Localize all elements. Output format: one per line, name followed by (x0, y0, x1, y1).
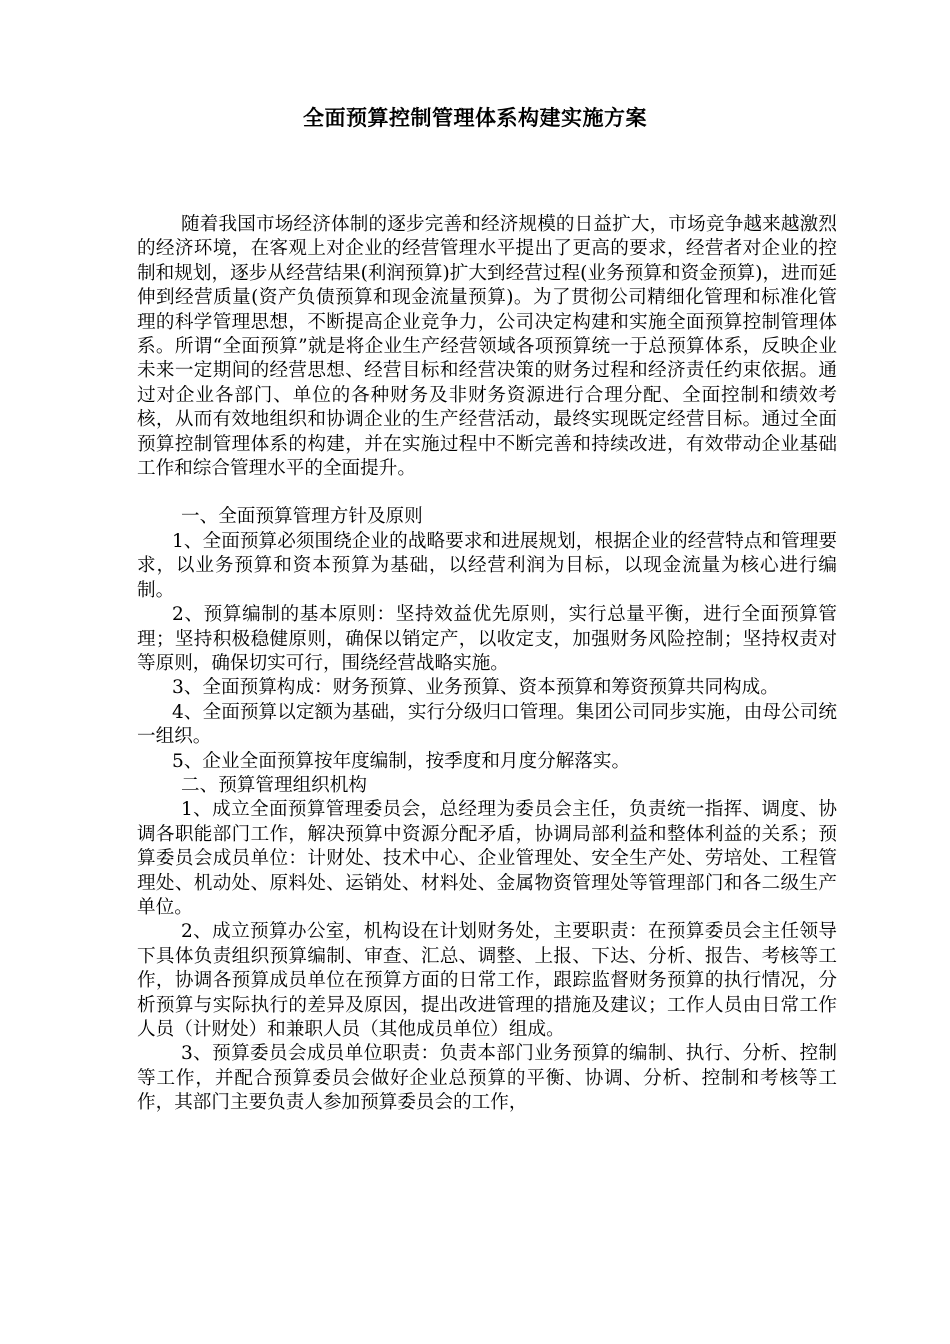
section-2-item-3: 3、预算委员会成员单位职责：负责本部门业务预算的编制、执行、分析、控制等工作，并配合预算委员会做好企业总预算的平衡、协调、分析、控制和考核等工作，其部门主要负责人参加预算委员会的工作， (137, 1043, 837, 1114)
section-1-item-4: 4、全面预算以定额为基础，实行分级归口管理。集团公司同步实施，由母公司统一组织。 (137, 701, 837, 748)
section-1-item-5: 5、企业全面预算按年度编制，按季度和月度分解落实。 (172, 750, 631, 772)
paragraph-spacer (137, 481, 837, 505)
document-body (137, 213, 837, 1116)
document-title: 全面预算控制管理体系构建实施方案 (303, 106, 647, 130)
section-heading-1: 一、全面预算管理方针及原则 (181, 506, 423, 528)
section-2-item-1: 1、成立全面预算管理委员会，总经理为委员会主任，负责统一指挥、调度、协调各职能部门工作，解决预算中资源分配矛盾，协调局部利益和整体利益的关系；预算委员会成员单位：计财处、技术中心、企业管理处、安全生产处、劳培处、工程管理处、机动处、原料处、运销处、材料处、金属物资管理处等管理部门和各二级生产单位。 (137, 799, 837, 918)
section-2-item-2: 2、成立预算办公室，机构设在计划财务处，主要职责：在预算委员会主任领导下具体负责组织预算编制、审查、汇总、调整、上报、下达、分析、报告、考核等工作，协调各预算成员单位在预算方面的日常工作，跟踪监督财务预算的执行情况，分析预算与实际执行的差异及原因，提出改进管理的措施及建议；工作人员由日常工作人员（计财处）和兼职人员（其他成员单位）组成。 (137, 921, 837, 1040)
section-heading-2: 二、预算管理组织机构 (181, 774, 367, 796)
section-1-item-3: 3、全面预算构成：财务预算、业务预算、资本预算和筹资预算共同构成。 (172, 677, 779, 699)
section-1-item-1: 1、全面预算必须围绕企业的战略要求和进展规划，根据企业的经营特点和管理要求，以业务预算和资本预算为基础，以经营利润为目标，以现金流量为核心进行编制。 (137, 530, 837, 601)
intro-paragraph: 随着我国市场经济体制的逐步完善和经济规模的日益扩大，市场竞争越来越激烈的经济环境，在客观上对企业的经营管理水平提出了更高的要求，经营者对企业的控制和规划，逐步从经营结果(利润预算)扩大到经营过程(业务预算和资金预算)，进而延伸到经营质量(资产负债预算和现金流量预算)。为了贯彻公司精细化管理和标准化管理的科学管理思想，不断提高企业竞争力，公司决定构建和实施全面预算控制管理体系。所谓“全面预算”就是将企业生产经营领域各项预算统一于总预算体系，反映企业未来一定期间的经营思想、经营目标和经营决策的财务过程和经济责任约束依据。通过对企业各部门、单位的各种财务及非财务资源进行合理分配、全面控制和绩效考核，从而有效地组织和协调企业的生产经营活动，最终实现既定经营目标。通过全面预算控制管理体系的构建，并在实施过程中不断完善和持续改进，有效带动企业基础工作和综合管理水平的全面提升。 (137, 214, 837, 480)
section-1-item-2: 2、预算编制的基本原则：坚持效益优先原则，实行总量平衡，进行全面预算管理；坚持积极稳健原则，确保以销定产，以收定支，加强财务风险控制；坚持权责对等原则，确保切实可行，围绕经营战略实施。 (137, 604, 837, 674)
